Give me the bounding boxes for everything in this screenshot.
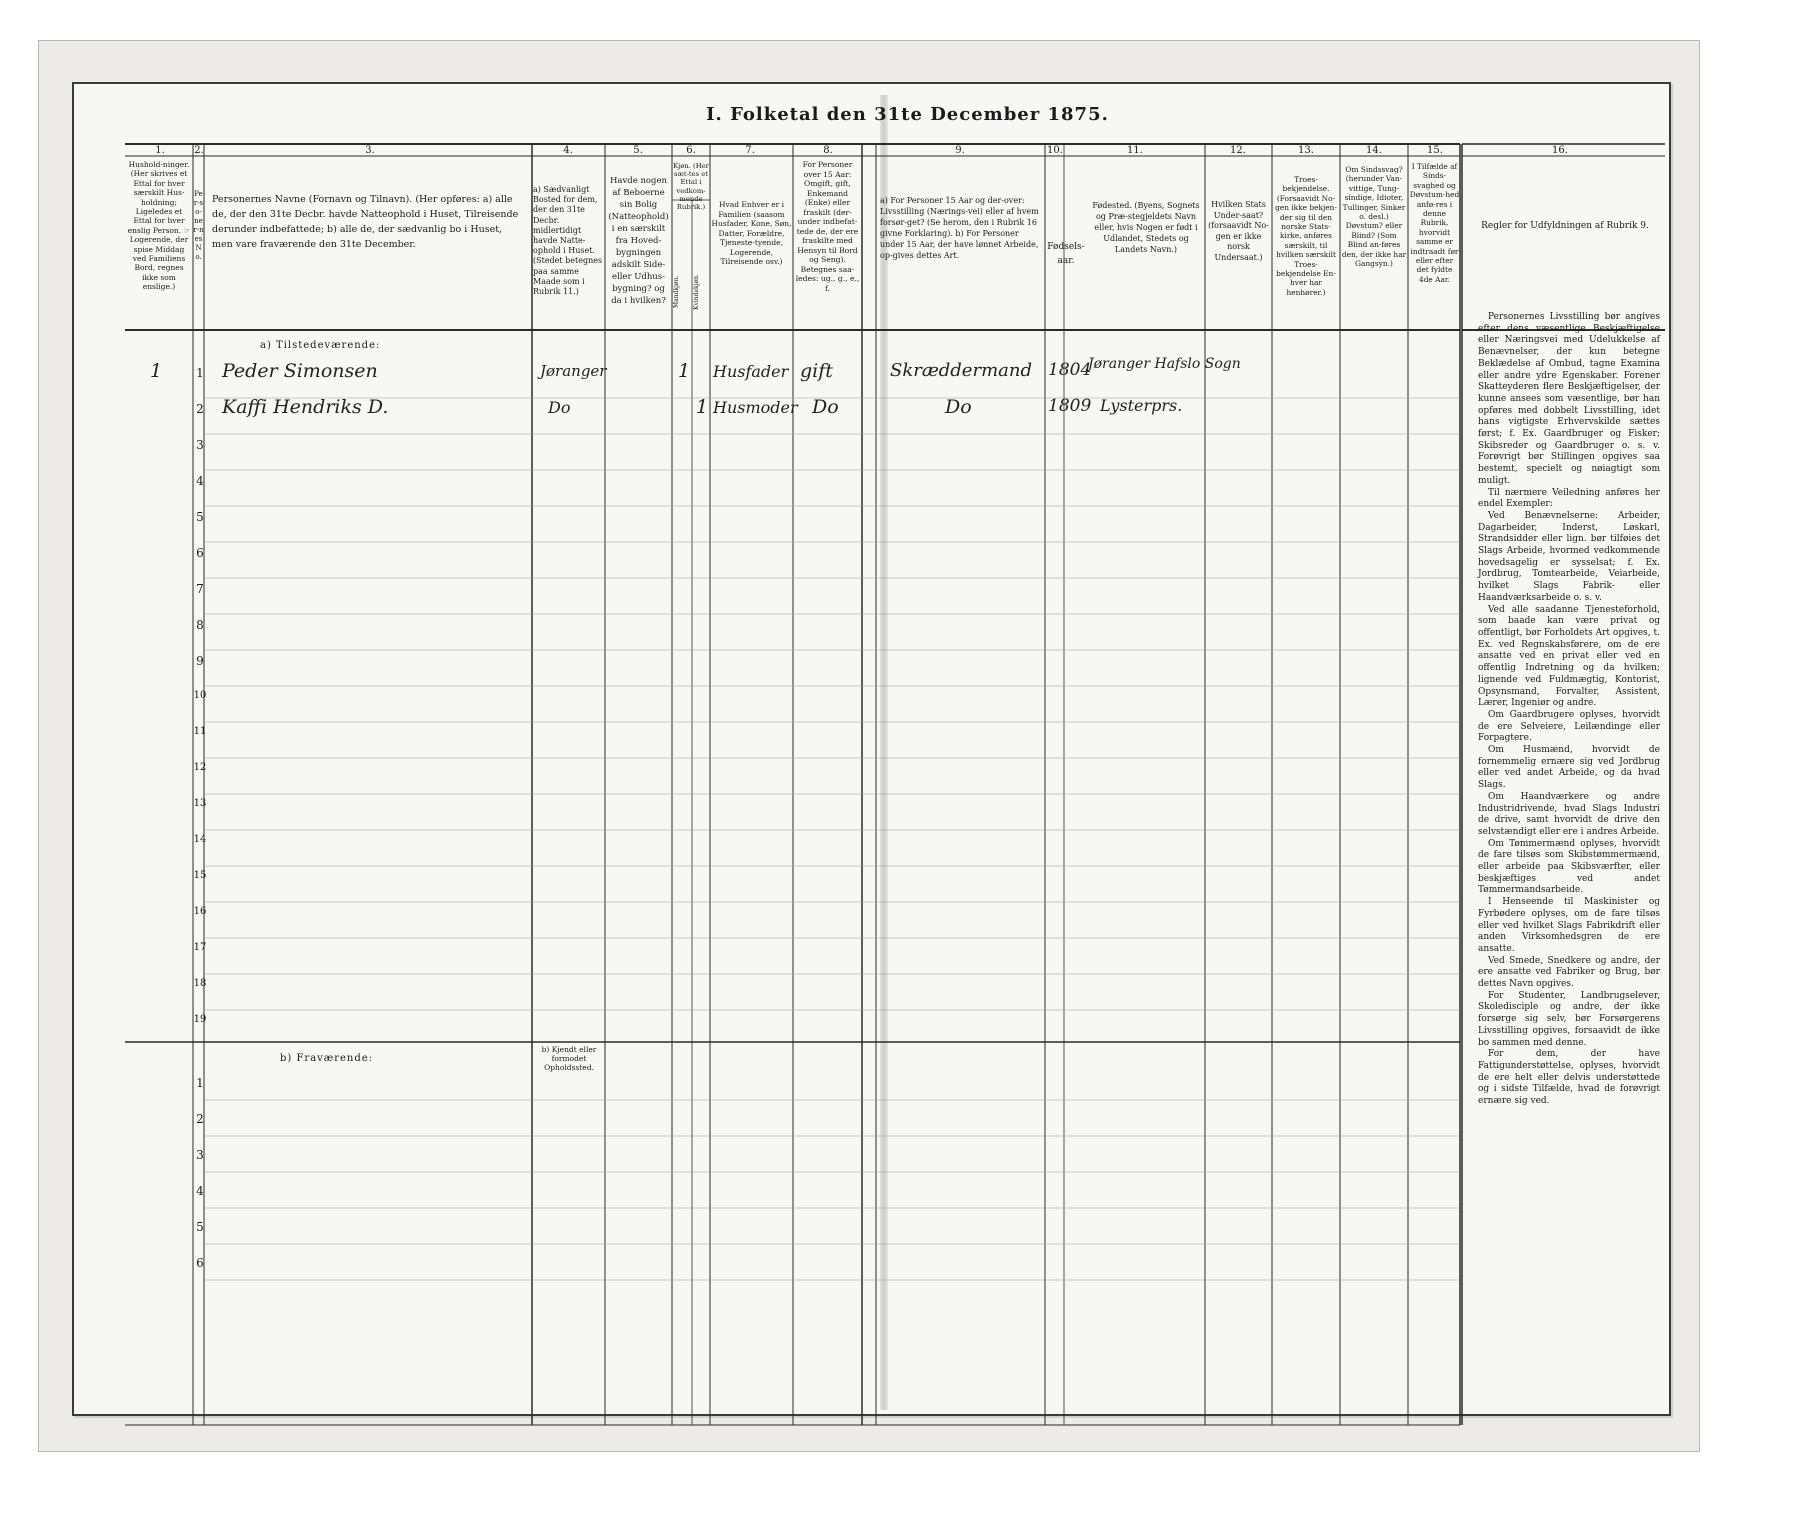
residence-cell: Do bbox=[548, 398, 571, 417]
col-num-6: 6. bbox=[686, 145, 696, 156]
rules-paragraph: Om Gaardbrugere oplyses, hvorvidt de ere Selveiere, Leilændinge eller Forpagtere. bbox=[1478, 709, 1660, 744]
col-header-nationality: Hvilken Stats Under-saat? (forsaavidt No-gen er ikke norsk Undersaat.) bbox=[1208, 200, 1269, 262]
row-num: 5 bbox=[196, 1220, 204, 1234]
row-num: 17 bbox=[193, 942, 207, 953]
residence-cell: Jøranger bbox=[540, 362, 607, 380]
row-num: 13 bbox=[193, 798, 207, 809]
row-num: 5 bbox=[196, 510, 204, 524]
col-header-residence: a) Sædvanligt Bosted for dem, der den 31te Decbr. midlertidigt havde Natte-ophold i Huset. (Stedet betegnes paa samme Maade som i Rubrik 11.) bbox=[533, 185, 603, 297]
rules-paragraph: For Studenter, Landbrugselever, Skoledisciple og andre, der ikke forsørge sig selv, bør Forsørgerens Livsstilling opgives, forsaavidt de ikke bo sammen med denne. bbox=[1478, 990, 1660, 1048]
col-num-12: 12. bbox=[1230, 145, 1246, 156]
birthplace-cell: Jøranger Hafslo Sogn bbox=[1088, 356, 1241, 372]
family-role-cell: Husfader bbox=[713, 362, 789, 381]
col-header-person-no: Per-so-ner-nes No. bbox=[193, 190, 204, 261]
col-header-marital: For Personer over 15 Aar: Omgift, gift, Enkemand (Enke) eller fraskilt (der-under indbefat-tede de, der ere fraskilte med Hensyn til Bord og Seng). Betegnes saa-ledes: ug., g., e., f. bbox=[795, 160, 860, 293]
row-num: 12 bbox=[193, 762, 207, 773]
rules-paragraph: For dem, der have Fattigunderstøttelse, oplyses, hvorvidt de ere helt eller delvis understøttede og i sidste Tilfælde, hvad de forøvrigt ernære sig ved. bbox=[1478, 1049, 1660, 1107]
name-cell: Peder Simonsen bbox=[222, 360, 378, 382]
row-num: 9 bbox=[196, 654, 204, 668]
row-num: 7 bbox=[196, 582, 204, 596]
family-role-cell: Husmoder bbox=[713, 398, 798, 417]
row-num: 15 bbox=[193, 870, 207, 881]
row-num: 6 bbox=[196, 546, 204, 560]
household-cell: 1 bbox=[150, 360, 163, 382]
col-num-11: 11. bbox=[1127, 145, 1143, 156]
col-header-birth-year: Fødsels-aar. bbox=[1047, 242, 1085, 266]
row-num: 8 bbox=[196, 618, 204, 632]
col-num-5: 5. bbox=[633, 145, 643, 156]
col-num-13: 13. bbox=[1298, 145, 1314, 156]
row-num: 1 bbox=[196, 1076, 204, 1090]
absent-residence-header: b) Kjendt eller formodet Opholdssted. bbox=[541, 1045, 597, 1072]
row-num: 3 bbox=[196, 1148, 204, 1162]
col-num-8: 8. bbox=[823, 145, 833, 156]
rules-paragraph: Om Haandværkere og andre Industridrivende, hvad Slags Industri de drive, samt hvorvidt de drive den selvstændigt eller ere i andres Arbeide. bbox=[1478, 791, 1660, 837]
section-present-label: a) Tilstedeværende: bbox=[260, 340, 381, 351]
rules-paragraph: Om Tømmermænd oplyses, hvorvidt de fare tilsøs som Skibstømmermænd, eller arbeide paa Skibsværfter, eller beskjæftiges ved andet Tømmermandsarbeide. bbox=[1478, 838, 1660, 896]
col-num-1: 1. bbox=[155, 145, 165, 156]
col-header-disability-onset: I Tilfælde af Sinds-svaghed og Døvstum-hed anfø-res i denne Rubrik, hvorvidt samme er indtraadt før eller efter det fyldte 4de Aar. bbox=[1409, 162, 1460, 284]
col-num-3: 3. bbox=[365, 145, 375, 156]
row-num: 1 bbox=[196, 366, 204, 380]
col-header-birthplace: Fødested. (Byens, Sognets og Præ-stegjeldets Navn eller, hvis Nogen er født i Udlandet, Stedets og Landets Navn.) bbox=[1092, 201, 1200, 254]
rules-text bbox=[1478, 312, 1660, 1108]
row-num: 4 bbox=[196, 1184, 204, 1198]
row-num: 18 bbox=[193, 978, 207, 989]
rules-paragraph: Til nærmere Veiledning anføres her endel Exempler: bbox=[1478, 487, 1660, 510]
rules-paragraph: Ved alle saadanne Tjenesteforhold, som baade kan være privat og offentligt, bør Forholdets Art opgives, t. Ex. ved Regnskabsførere, om de ere ansatte ved en privat eller ved en offentlig Indretning og da hvilken; lignende ved Fuldmægtig, Kontorist, Opsynsmand, Forvalter, Assistent, Lærer, Ingeniør og andre. bbox=[1478, 604, 1660, 709]
row-num: 3 bbox=[196, 438, 204, 452]
row-num: 2 bbox=[196, 402, 204, 416]
sex-male-cell: 1 bbox=[678, 360, 691, 382]
marital-cell: Do bbox=[812, 396, 839, 418]
row-num: 19 bbox=[193, 1014, 207, 1025]
row-num: 14 bbox=[193, 834, 207, 845]
row-num: 6 bbox=[196, 1256, 204, 1270]
col-num-15: 15. bbox=[1427, 145, 1443, 156]
col-num-16: 16. bbox=[1552, 145, 1568, 156]
birthplace-cell: Lysterprs. bbox=[1100, 396, 1183, 415]
rules-paragraph: Om Husmænd, hvorvidt de fornemmelig ernære sig ved Jordbrug eller ved andet Arbeide, og da hvad Slags. bbox=[1478, 745, 1660, 791]
section-absent-label: b) Fraværende: bbox=[280, 1053, 374, 1064]
row-num: 2 bbox=[196, 1112, 204, 1126]
col-num-9: 9. bbox=[955, 145, 965, 156]
col-header-disability: Om Sindssvag? (herunder Van-vittige, Tung-sindige, Idioter, Tullinger, Sinker o. desl.) Døvstum? eller Blind? (Som Blind an-føres den, der ikke har Gangsyn.) bbox=[1341, 165, 1407, 269]
occupation-cell: Do bbox=[945, 396, 972, 418]
col-num-7: 7. bbox=[745, 145, 755, 156]
row-num: 11 bbox=[193, 726, 207, 737]
col-num-14: 14. bbox=[1366, 145, 1382, 156]
col-num-2: 2. bbox=[194, 145, 204, 156]
rules-paragraph: Ved Benævnelserne: Arbeider, Dagarbeider, Inderst, Løskarl, Strandsidder eller lign. bør tilføies det Slags Arbeide, hvormed vedkommende hovedsagelig er sysselsat; f. Ex. Jordbrug, Tomtearbeide, Veiarbeide, hvilket Slags Fabrik- eller Haandværksarbeide o. s. v. bbox=[1478, 510, 1660, 603]
col-header-religion: Troes-bekjendelse. (Forsaavidt No-gen ikke bekjen-der sig til den norske Stats-kirke, anføres særskilt, til hvilken særskilt Troes-bekjendelse En-hver har henhører.) bbox=[1275, 175, 1337, 297]
rules-paragraph: Ved Smede, Snedkere og andre, der ere ansatte ved Fabriker og Brug, bør dettes Navn opgives. bbox=[1478, 955, 1660, 990]
birth-year-cell: 1804 bbox=[1048, 360, 1092, 380]
marital-cell: gift bbox=[800, 360, 833, 382]
col-header-households: Hushold-ninger. (Her skrives et Ettal for hver særskilt Hus-holdning; Ligeledes et Ettal for hver enslig Person. ☞ Logerende, der spise Middag ved Familiens Bord, regnes ikke som enslige.) bbox=[127, 160, 191, 292]
col-header-family-role: Hvad Enhver er i Familien (saasom Husfader, Kone, Søn, Datter, Forældre, Tjeneste-tyende, Logerende, Tilreisende osv.) bbox=[711, 200, 792, 266]
rules-paragraph: I Henseende til Maskinister og Fyrbødere oplyses, om de fare tilsøs eller ved hvilket Slags Fabrikdrift eller anden Virksomhedsgren de ere ansatte. bbox=[1478, 897, 1660, 954]
col-header-female: Kvindekjøn. bbox=[693, 274, 700, 310]
col-header-rules: Regler for Udfyldningen af Rubrik 9. bbox=[1481, 221, 1649, 231]
occupation-cell: Skræddermand bbox=[890, 360, 1032, 381]
page-title: I. Folketal den 31te December 1875. bbox=[706, 104, 1109, 125]
row-num: 10 bbox=[193, 690, 207, 701]
row-num: 4 bbox=[196, 474, 204, 488]
col-header-outbuilding: Havde nogen af Beboerne sin Bolig (Natteophold) i en særskilt fra Hoved-bygningen adskilt Side-eller Udhus-bygning? og da i hvilken? bbox=[608, 176, 669, 306]
name-cell: Kaffi Hendriks D. bbox=[222, 396, 389, 418]
birth-year-cell: 1809 bbox=[1048, 396, 1092, 416]
row-num: 16 bbox=[193, 906, 207, 917]
col-header-occupation: a) For Personer 15 Aar og der-over: Livsstilling (Nærings-vei) eller af hvem forsør-get? (Se herom, den i Rubrik 16 givne Forklaring). b) For Personer under 15 Aar, der have lønnet Arbeide, op-gives dettes Art. bbox=[880, 196, 1039, 260]
sex-female-cell: 1 bbox=[696, 396, 709, 418]
col-num-10: 10. bbox=[1047, 145, 1063, 156]
col-header-names: Personernes Navne (Fornavn og Tilnavn). (Her opføres: a) alle de, der den 31te Decbr. havde Natteophold i Huset, Tilreisende derunder indbefattede; b) alle de, der sædvanlig bo i Huset, men vare fraværende den 31te December. bbox=[212, 194, 519, 250]
col-header-male: Mandkjøn. bbox=[673, 275, 680, 309]
col-num-4: 4. bbox=[563, 145, 573, 156]
rules-paragraph: Personernes Livsstilling bør angives efter dens væsentlige Beskjæftigelse eller Næringsvei med Udelukkelse af Benævnelser, der kun betegne Beklædelse af Ombud, tagne Examina eller andre ydre Egenskaber. Forener Skatteyderen flere Beskjæftigelser, der kunne ansees som væsentlige, bør han opføres med dobbelt Livsstilling, idet hans vigtigste Erhvervskilde sættes først; f. Ex. Gaardbruger og Fisker; Skibsreder og Gaardbruger o. s. v. Forøvrigt bør Stillingen opgives saa bestemt, specielt og nøiagtigt som muligt. bbox=[1478, 312, 1660, 486]
col-header-sex: Kjøn. (Her sæt-tes et Ettal i vedkom-mende Rubrik.) bbox=[673, 162, 709, 212]
